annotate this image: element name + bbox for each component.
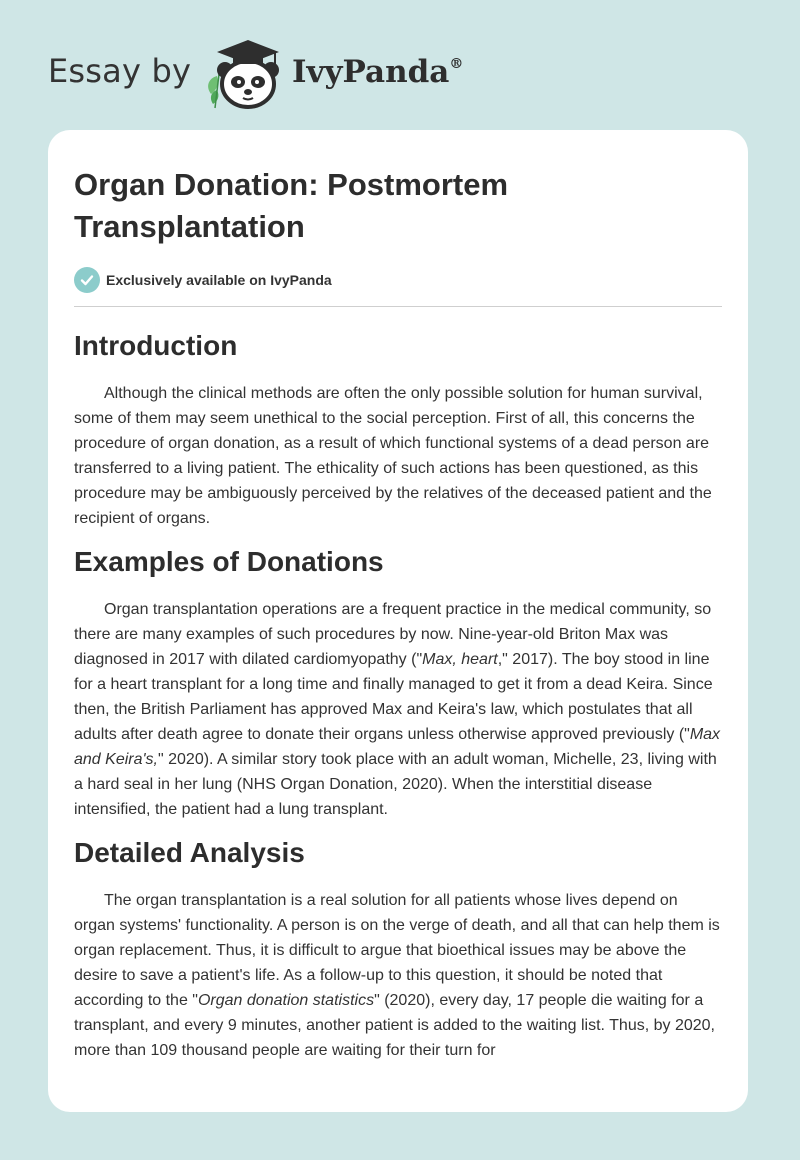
exclusive-label: Exclusively available on IvyPanda — [106, 272, 332, 288]
essay-by-label: Essay by — [48, 52, 192, 90]
section-heading: Examples of Donations — [74, 546, 384, 577]
article-title: Organ Donation: Postmortem Transplantation — [74, 167, 509, 244]
section-heading: Introduction — [74, 330, 238, 361]
panda-graduate-icon — [203, 34, 289, 110]
brand-name[interactable]: IvyPanda® — [292, 54, 464, 90]
site-header — [48, 34, 488, 114]
check-circle-icon — [74, 267, 100, 293]
section-paragraph: Although the clinical methods are often the only possible solution for human survival, some of them may seem unethical to the social perception. First of all, this concerns the procedure of organ donation, as a result of which functional systems of a dead person are transferred to a living patient. The ethicality of such actions has been questioned, as this procedure may be ambiguously perceived by the relatives of the deceased patient and the recipient of organs. — [74, 385, 712, 527]
divider — [74, 306, 722, 307]
section-heading: Detailed Analysis — [74, 837, 305, 868]
exclusive-badge — [74, 266, 722, 294]
section-paragraph: The organ transplantation is a real solution for all patients whose lives depend on organ systems' functionality. A person is on the verge of death, and all that can help them is organ replacement. Thus, it is difficult to argue that bioethical issues may be above the desire to save a patient's life. As a follow-up to this question, it should be noted that according to the "Organ donation statistics" (2020), every day, 17 people die waiting for a transplant, and every 9 minutes, another patient is added to the waiting list. Thus, by 2020, more than 109 thousand people are waiting for their turn for — [74, 892, 720, 1059]
article-card — [48, 130, 748, 1112]
section-paragraph: Organ transplantation operations are a frequent practice in the medical community, so there are many examples of such procedures by now. Nine-year-old Briton Max was diagnosed in 2017 with dilated cardiomyopathy ("Max, heart," 2017). The boy stood in line for a heart transplant for a long time and finally managed to get it from a dead Keira. Since then, the British Parliament has approved Max and Keira's law, which postulates that all adults after death agree to donate their organs unless otherwise approved previously ("Max and Keira's," 2020). A similar story took place with an adult woman, Michelle, 23, living with a hard seal in her lung (NHS Organ Donation, 2020). When the interstitial disease intensified, the patient had a lung transplant. — [74, 601, 721, 818]
